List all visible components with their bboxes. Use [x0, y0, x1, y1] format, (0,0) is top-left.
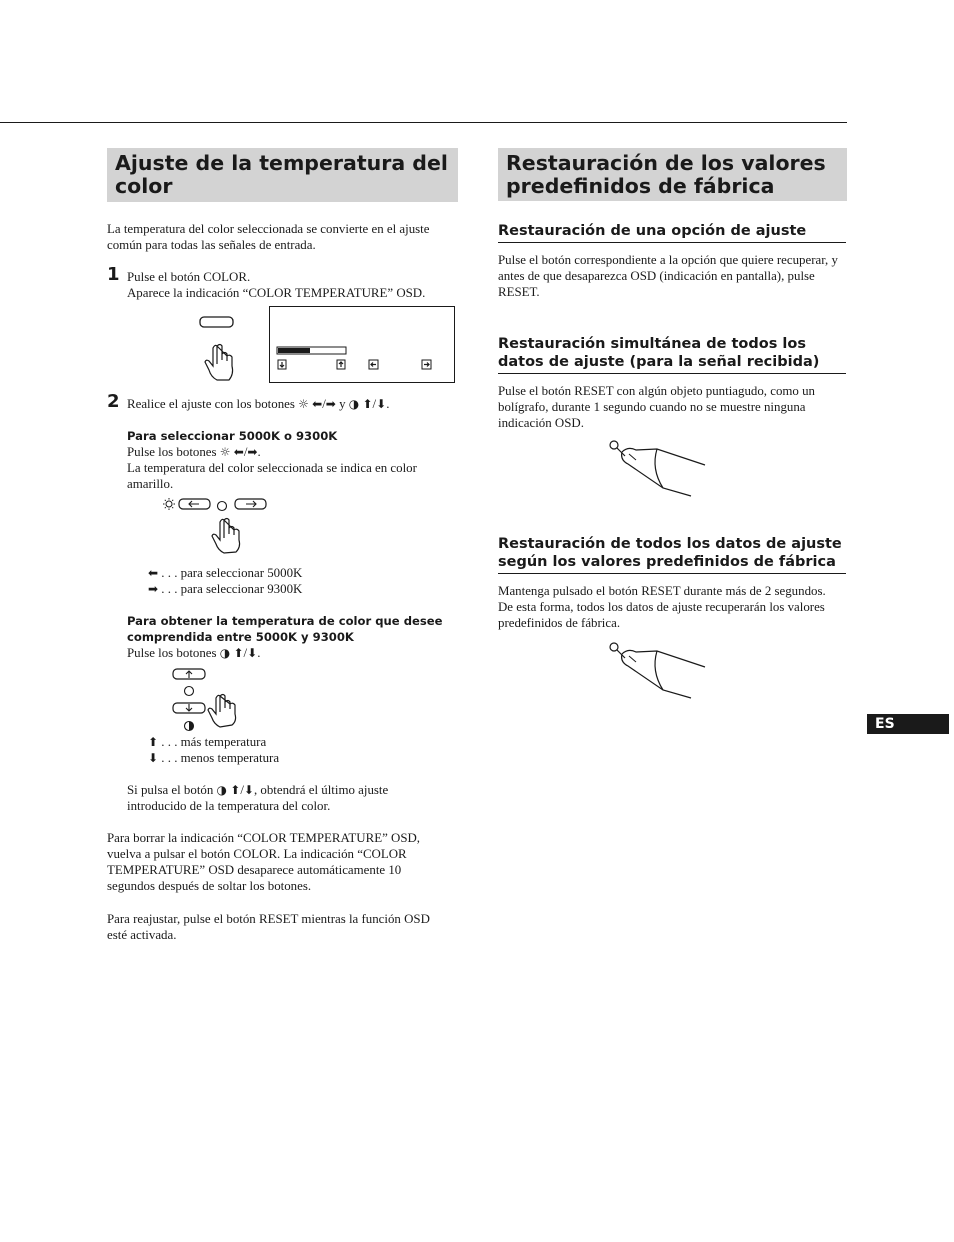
left-arrow-legend — [148, 565, 468, 581]
left-legend-text: . . . para seleccionar 5000K — [161, 566, 303, 580]
slash: / — [372, 397, 377, 411]
up-legend-text: . . . más temperatura — [161, 735, 267, 749]
osd-screen-illustration — [269, 306, 455, 383]
single-reset-paragraph: Pulse el botón correspondiente a la opción que quiere recuperar, y antes de que desaparezca OSD (indicación en pantalla), pulse RESET. — [498, 253, 838, 299]
custom-line1: Pulse los botones ◑ ⬆/⬇. — [127, 646, 261, 660]
top-rule — [0, 122, 847, 123]
section-title-color-temperature: Ajuste de la temperatura del color — [107, 148, 458, 202]
up-arrow-icon: ⬆ — [233, 646, 244, 660]
sun-icon: ☼ — [219, 445, 231, 459]
step-1-line1: Pulse el botón COLOR. — [127, 270, 251, 284]
step-2-end: . — [386, 397, 390, 411]
right-arrow-icon: ➡ — [247, 445, 258, 459]
color-button-hand-illustration — [195, 314, 245, 384]
select-line2: La temperatura del color seleccionada se indica en color amarillo. — [127, 461, 417, 491]
pen-reset-illustration-1 — [605, 436, 710, 498]
right-arrow-icon: ➡ — [325, 397, 336, 411]
step-1-line2: Aparece la indicación “COLOR TEMPERATURE” OSD. — [127, 286, 426, 300]
sun-icon: ☼ — [298, 397, 309, 411]
down-arrow-legend — [148, 750, 468, 766]
note-pre: Si pulsa el botón — [127, 783, 214, 797]
left-arrow-icon: ⬅ — [312, 397, 323, 411]
slash: / — [243, 646, 248, 660]
left-right-buttons-illustration — [160, 496, 270, 556]
subheading-single-reset: Restauración de una opción de ajuste — [498, 222, 846, 243]
select-line1: Pulse los botones ☼ ⬅/➡. — [127, 445, 261, 459]
osd-left-icon — [369, 360, 378, 369]
section-title-factory-reset: Restauración de los valores predefinidos de fábrica — [498, 148, 847, 201]
step-2-mid: y — [339, 397, 346, 411]
up-arrow-icon: ⬆ — [230, 783, 241, 797]
osd-right-icon — [422, 360, 431, 369]
right-arrow-icon: ➡ — [148, 582, 159, 596]
up-arrow-legend — [148, 734, 468, 750]
up-arrow-icon: ⬆ — [362, 397, 373, 411]
right-legend-text: . . . para seleccionar 9300K — [161, 582, 303, 596]
select-line1-text: Pulse los botones — [127, 445, 217, 459]
slash: / — [240, 783, 244, 797]
note-paragraph — [127, 782, 447, 814]
erase-paragraph: Para borrar la indicación “COLOR TEMPERATURE” OSD, vuelva a pulsar el botón COLOR. La indicación “COLOR TEMPERATURE” OSD desaparece automáticamente 10 segundos después de soltar los botones. — [107, 831, 421, 893]
down-arrow-icon: ⬇ — [148, 751, 159, 765]
reset-paragraph: Para reajustar, pulse el botón RESET mientras la función OSD esté activada. — [107, 912, 430, 942]
custom-heading: Para obtener la temperatura de color que desee comprendida entre 5000K y 9300K — [127, 614, 443, 644]
step-2-text — [127, 396, 467, 412]
up-down-buttons-illustration — [170, 666, 245, 736]
right-arrow-legend — [148, 581, 468, 597]
factory-reset-paragraph: Mantenga pulsado el botón RESET durante más de 2 segundos. De esta forma, todos los datos de ajuste recuperarán los valores predefinidos de fábrica. — [498, 584, 826, 630]
subheading-all-reset: Restauración simultánea de todos los datos de ajuste (para la señal recibida) — [498, 335, 846, 374]
slash: / — [243, 445, 248, 459]
contrast-icon: ◑ — [219, 646, 231, 660]
language-tab: ES — [867, 714, 949, 734]
all-reset-paragraph: Pulse el botón RESET con algún objeto puntiagudo, como un bolígrafo, durante 1 segundo cuando no se muestre ninguna indicación OSD. — [498, 384, 815, 430]
slash: / — [322, 397, 326, 411]
down-legend-text: . . . menos temperatura — [161, 751, 280, 765]
contrast-icon: ◑ — [216, 783, 228, 797]
step-1-number: 1 — [107, 264, 120, 285]
step-2-number: 2 — [107, 391, 120, 412]
left-arrow-icon: ⬅ — [233, 445, 244, 459]
custom-line1-text: Pulse los botones — [127, 646, 217, 660]
sun-icon — [163, 498, 175, 510]
contrast-icon: ◑ — [348, 397, 360, 411]
left-arrow-icon: ⬅ — [148, 566, 159, 580]
contrast-icon — [185, 722, 194, 731]
subheading-factory-reset: Restauración de todos los datos de ajuste según los valores predefinidos de fábrica — [498, 535, 846, 574]
select-heading: Para seleccionar 5000K o 9300K — [127, 429, 338, 443]
down-arrow-icon: ⬇ — [247, 646, 258, 660]
down-arrow-icon: ⬇ — [376, 397, 387, 411]
intro-paragraph: La temperatura del color seleccionada se convierte en el ajuste común para todas las señales de entrada. — [107, 222, 430, 252]
pen-reset-illustration-2 — [605, 638, 710, 700]
note-post: , obtendrá el último ajuste introducido de la temperatura del color. — [127, 783, 389, 813]
step-2-pre: Realice el ajuste con los botones — [127, 397, 295, 411]
osd-up-icon — [337, 360, 345, 369]
up-arrow-icon: ⬆ — [148, 735, 159, 749]
down-arrow-icon: ⬇ — [243, 783, 254, 797]
osd-down-icon — [278, 360, 286, 369]
